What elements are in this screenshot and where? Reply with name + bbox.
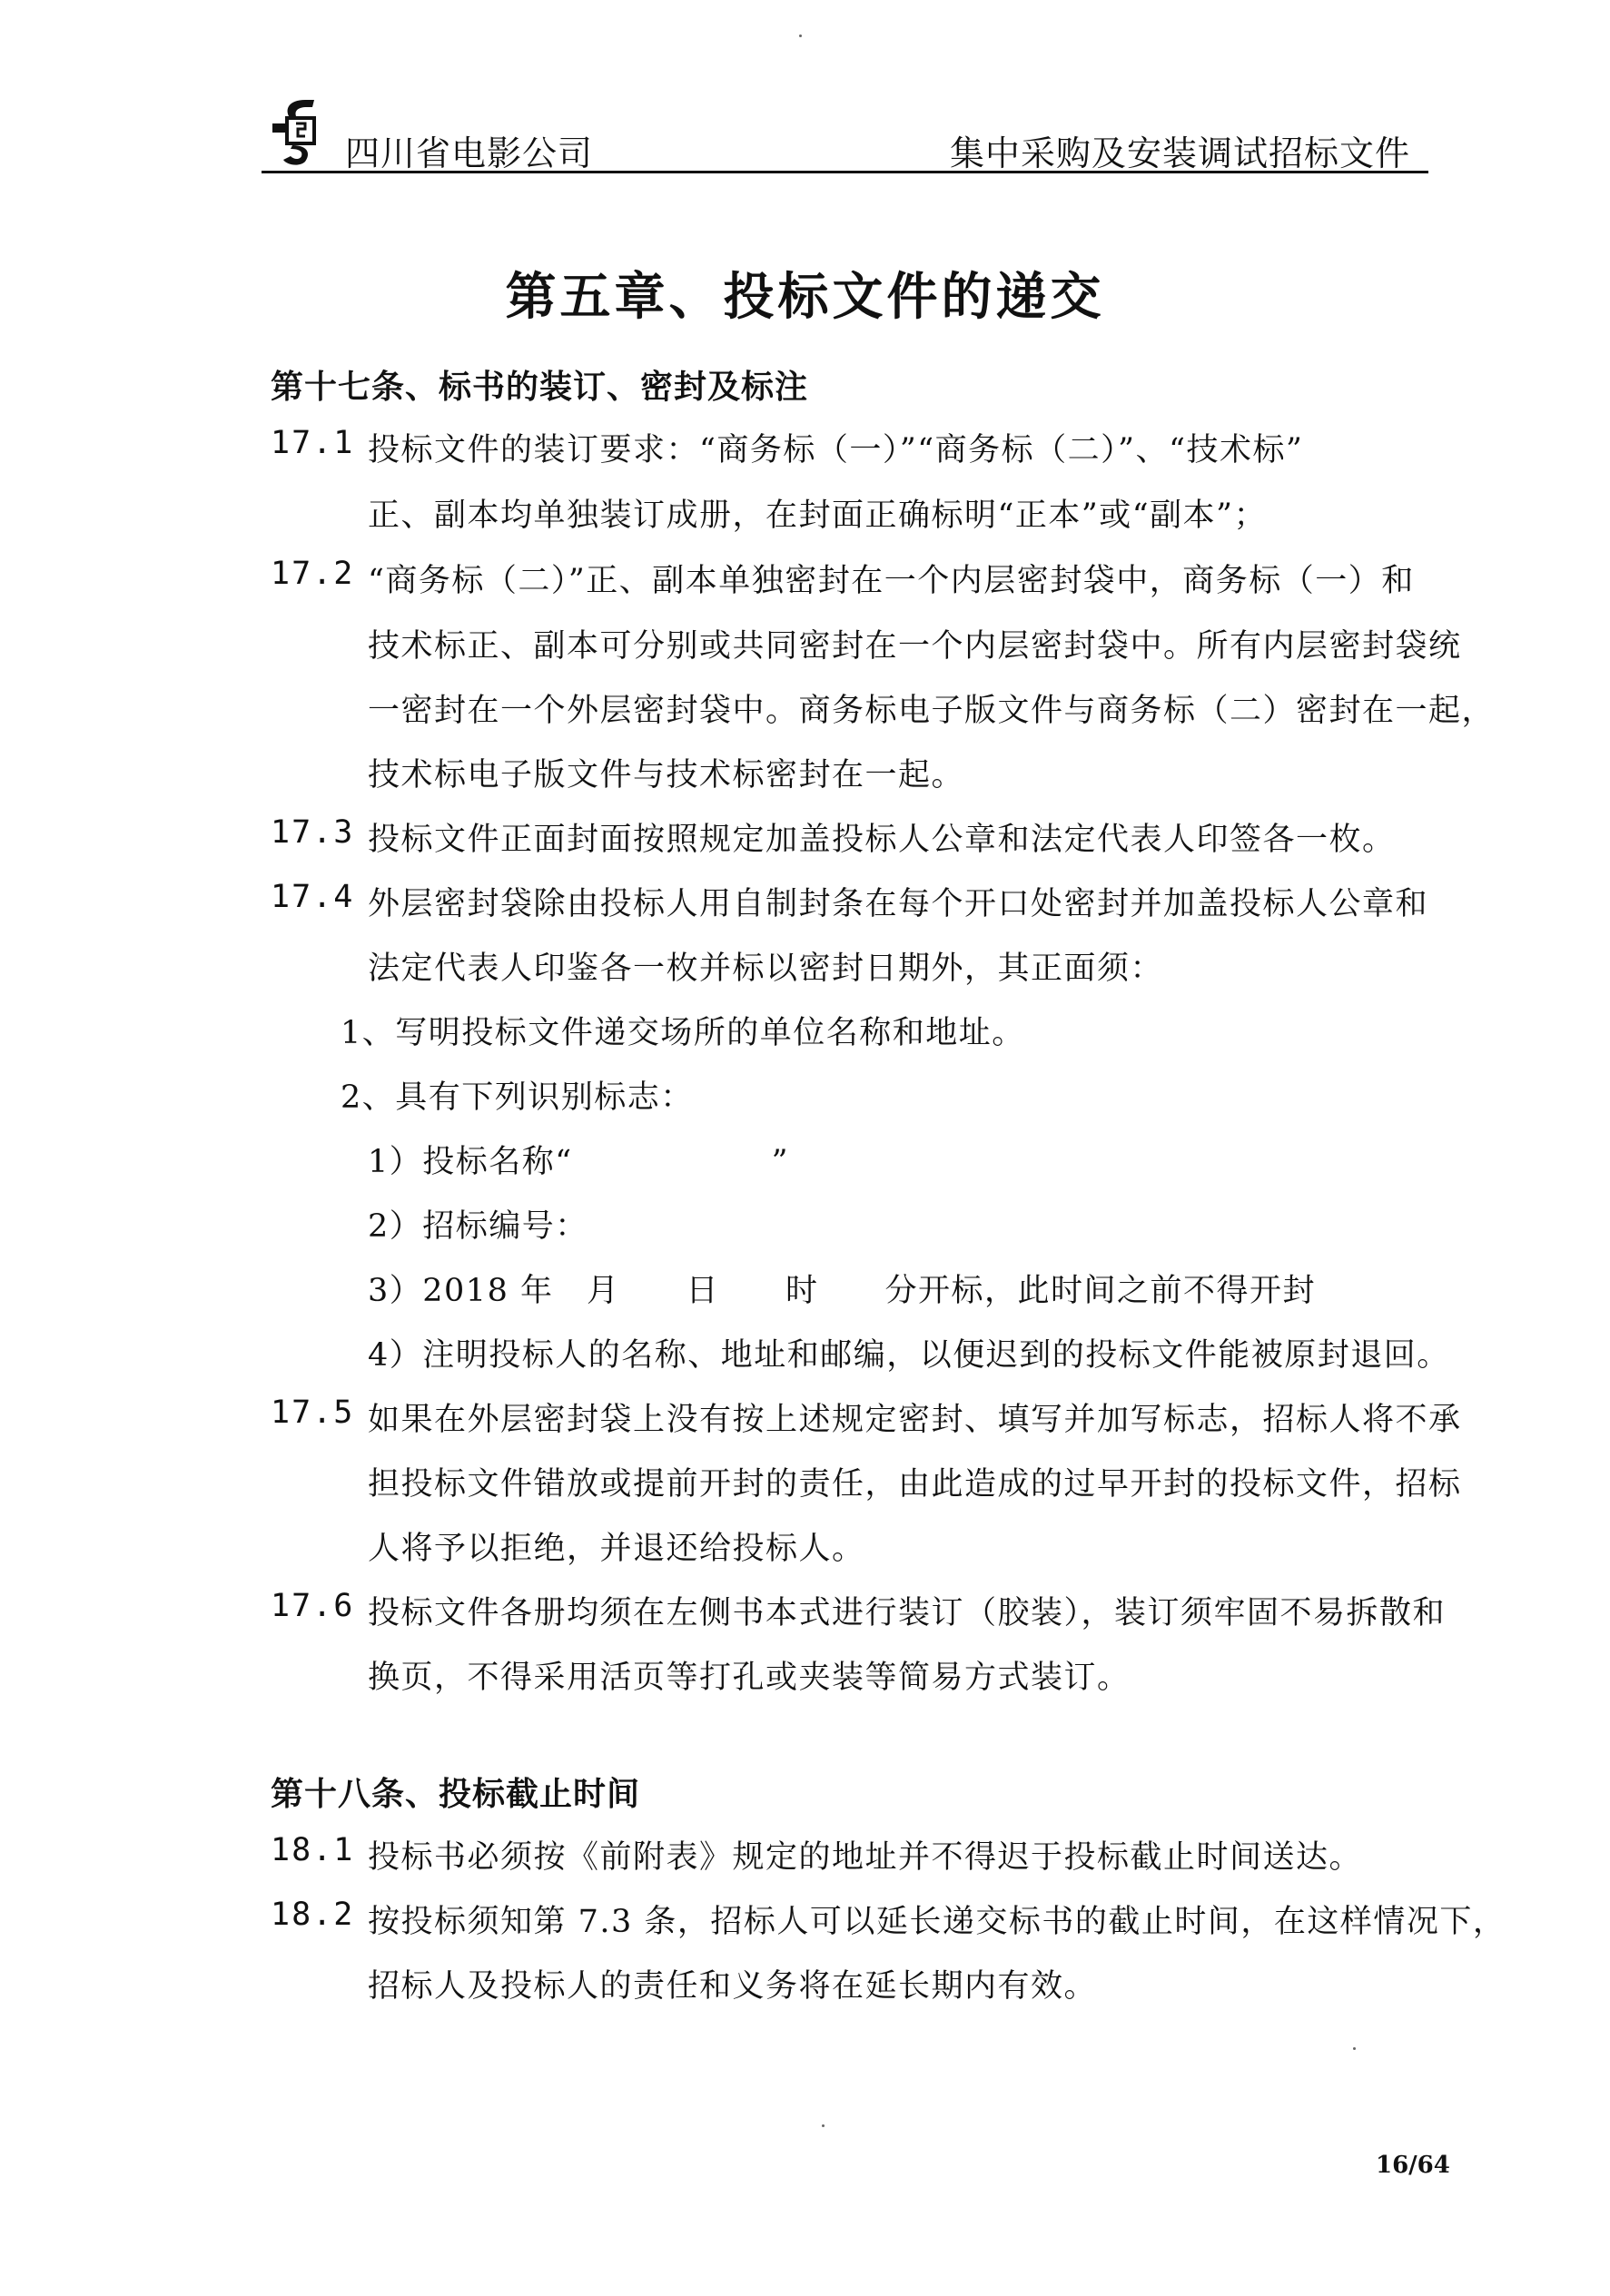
header-divider: [262, 171, 1428, 173]
page-number: 16/64: [1376, 2152, 1450, 2179]
clause-number: 17.5: [271, 1394, 355, 1431]
company-logo-icon: [269, 96, 329, 167]
section-17-heading: 第十七条、标书的装订、密封及标注: [271, 368, 809, 406]
section-18-heading: 第十八条、投标截止时间: [271, 1775, 641, 1813]
clause-number: 17.3: [271, 814, 355, 851]
mark-item: 1）投标名称“ ”: [368, 1144, 790, 1180]
clause-text-line: 换页，不得采用活页等打孔或夹装等简易方式装订。: [368, 1660, 1131, 1696]
sub-item: 2、具有下列识别标志：: [341, 1079, 694, 1116]
clause-number: 18.1: [271, 1832, 355, 1868]
clause-number: 17.6: [271, 1588, 355, 1624]
clause-text-line: 一密封在一个外层密封袋中。商务标电子版文件与商务标（二）密封在一起，: [368, 693, 1496, 729]
mark-item: 3）2018 年 月 日 时 分开标，此时间之前不得开封: [368, 1273, 1316, 1309]
clause-number: 18.2: [271, 1897, 355, 1933]
clause-text-line: 如果在外层密封袋上没有按上述规定密封、填写并加写标志，招标人将不承: [368, 1402, 1462, 1438]
scan-speck: [799, 34, 802, 37]
clause-number: 17.1: [271, 425, 355, 461]
clause-text-line: 外层密封袋除由投标人用自制封条在每个开口处密封并加盖投标人公章和: [368, 886, 1429, 922]
header-document-title: 集中采购及安装调试招标文件: [949, 133, 1410, 173]
clause-text-line: “商务标（二）”正、副本单独密封在一个内层密封袋中，商务标（一）和: [368, 563, 1415, 599]
scan-speck: [822, 2124, 825, 2127]
scan-speck: [1353, 2047, 1356, 2050]
clause-text-line: 人将予以拒绝，并退还给投标人。: [368, 1531, 865, 1567]
clause-text-line: 招标人及投标人的责任和义务将在延长期内有效。: [368, 1968, 1098, 2005]
clause-text-line: 担投标文件错放或提前开封的责任，由此造成的过早开封的投标文件，招标: [368, 1466, 1462, 1503]
clause-number: 17.4: [271, 879, 355, 915]
clause-number: 17.2: [271, 556, 355, 592]
clause-text-line: 投标文件各册均须在左侧书本式进行装订（胶装），装订须牢固不易拆散和: [368, 1595, 1447, 1631]
clause-text-line: 正、副本均单独装订成册，在封面正确标明“正本”或“副本”；: [368, 498, 1268, 534]
mark-item: 4）注明投标人的名称、地址和邮编，以便迟到的投标文件能被原封退回。: [368, 1337, 1450, 1374]
clause-text-line: 投标文件正面封面按照规定加盖投标人公章和法定代表人印签各一枚。: [368, 822, 1396, 858]
clause-text-line: 技术标电子版文件与技术标密封在一起。: [368, 757, 965, 793]
page-header: [262, 94, 1428, 171]
clause-text-line: 投标书必须按《前附表》规定的地址并不得迟于投标截止时间送达。: [368, 1839, 1363, 1876]
mark-item: 2）招标编号：: [368, 1208, 588, 1245]
header-company-name: 四川省电影公司: [345, 133, 594, 173]
clause-text-line: 投标文件的装订要求：“商务标（一）”“商务标（二）”、“技术标”: [368, 432, 1304, 468]
clause-text-line: 技术标正、副本可分别或共同密封在一个内层密封袋中。所有内层密封袋统: [368, 628, 1462, 665]
clause-text-line: 按投标须知第 7.3 条，招标人可以延长递交标书的截止时间，在这样情况下，: [368, 1904, 1506, 1940]
chapter-title: 第五章、投标文件的递交: [505, 267, 1105, 327]
clause-text-line: 法定代表人印鉴各一枚并标以密封日期外，其正面须：: [368, 951, 1164, 987]
sub-item: 1、写明投标文件递交场所的单位名称和地址。: [341, 1015, 1025, 1051]
